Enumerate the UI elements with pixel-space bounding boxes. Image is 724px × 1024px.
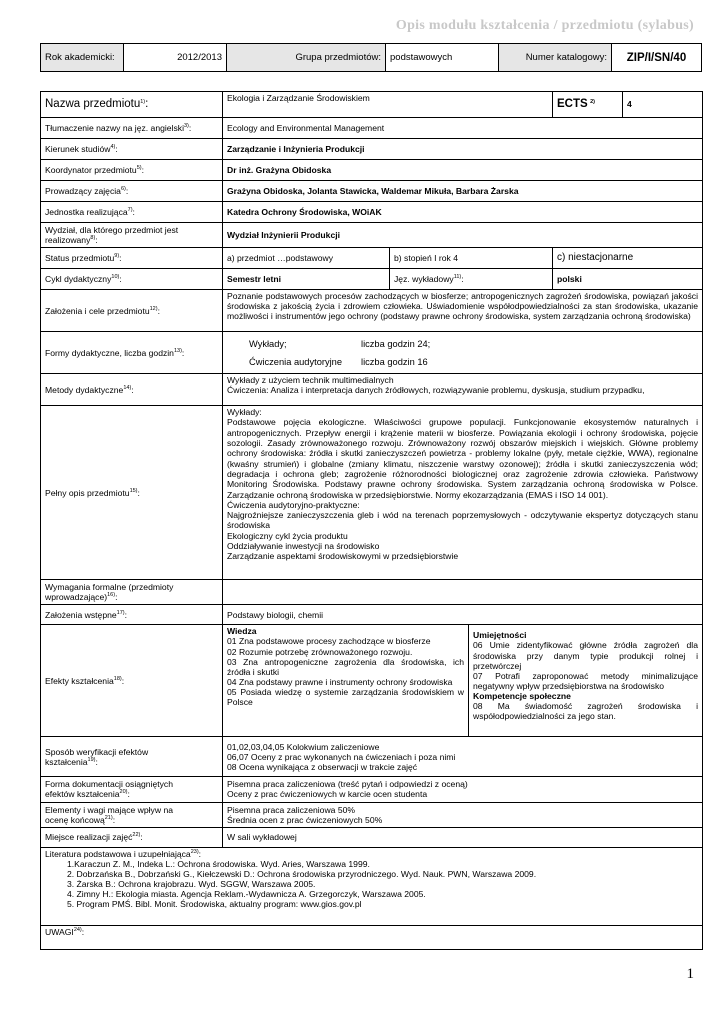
wydzial-value: Wydział Inżynierii Produkcji <box>223 223 703 248</box>
elementy-value: Pisemna praca zaliczeniowa 50% Średnia ocen z prac ćwiczeniowych 50% <box>223 802 703 827</box>
koordynator-value: Dr inż. Grażyna Obidoska <box>223 160 703 181</box>
weryfikacja-value: 01,02,03,04,05 Kolokwium zaliczeniowe 06,07 Oceny z prac wykonanych na ćwiczeniach i poza nimi 08 Ocena wynikająca z obserwacji w trakcie zajęć <box>223 737 703 777</box>
jezyk-label: Jęz. wykładowy$^{11)}$: <box>390 269 553 290</box>
zalozenia-value: Poznanie podstawowych procesów zachodzących w biosferze; antropogenicznych zagrożeń środowiska, powiązań jakości środowiska z jakością życia i zdrowiem człowieka. Uświadomienie współodpowiedzialności za stan środowiska, ukazanie możliwości i instrumentów jego ochrony (podstawy prawne ochrony środowiska, system zarządzania ochroną środowiska) <box>223 290 703 332</box>
wstepne-label: Założenia wstępne$^{17)}$: <box>41 605 223 625</box>
tlumaczenie-label: Tłumaczenie nazwy na jęz. angielski$^{3)}$: <box>41 118 223 139</box>
dokumentacja-value: Pisemna praca zaliczeniowa (treść pytań i odpowiedzi z oceną) Oceny z prac ćwiczeniowych w karcie ocen studenta <box>223 777 703 802</box>
jednostka-value: Katedra Ochrony Środowiska, WOiAK <box>223 202 703 223</box>
rok-value: 2012/2013 <box>124 44 227 72</box>
ects-value: 4 <box>623 92 703 118</box>
opis-value: Wykłady: Podstawowe pojęcia ekologiczne. Właściwości grupowe populacji. Funkcjonowanie ekosystemów naturalnych i antropogenicznych. Przepływ energii i krążenie materii w biosferze. Powiązania ekologii i ochrony środowiska, pojęcie sozologii. Zasady zrównoważonego rozwoju. Zrównoważony rozwój obszarów miejskich i wiejskich. Główne problemy ochrony środowiska: źródła i skutki zanieczyszczeń powietrza - problemy lokalne (pyły, metale ciężkie, WWA), regionalne (kwaśny strumień) i globalne (zmiany klimatu, niszczenie warstwy ozonowej); źródła i skutki zanieczyszczenia wód; degradacja i ochrona gleb; zagrożenie różnorodności biologicznej oraz zagrożenie zdrowia człowieka. Państwowy Monitoring Środowiska. Podstawy prawne ochrony środowiska. System zarządzania ochroną środowiska w Polsce. Zarządzanie ochroną środowiska w przedsiębiorstwie. Normy ekozarządzania (EMAS i ISO 14 001). Ćwiczenia audytoryjno-praktyczne: Najgroźniejsze zanieczyszczenia gleb i wód na terenach poprzemysłowych - odczytywanie ekspertyz dotyczących stanu środowiska Ekologiczny cykl życia produktu Oddziaływanie inwestycji na środowisko Zarządzanie aspektami środowiskowymi w przedsiębiorstwie <box>223 406 703 580</box>
jezyk-value: polski <box>553 269 703 290</box>
status-c: c) niestacjonarne <box>553 248 703 269</box>
efekty-wiedza: Wiedza 01 Zna podstawowe procesy zachodzące w biosferze 02 Rozumie potrzebę zrównoważonego rozwoju. 03 Zna antropogeniczne zagrożenia dla środowiska, ich źródła i skutki 04 Zna podstawy prawne i instrumenty ochrony środowiska 05 Posiada wiedzę o systemie zarządzania środowiskiem w Polsce <box>223 625 469 737</box>
formy-value: Wykłady; liczba godzin 24; Ćwiczenia audytoryjne liczba godzin 16 <box>223 332 703 374</box>
rok-label: Rok akademicki: <box>41 44 124 72</box>
nazwa-label: Nazwa przedmiotu$^{1)}$: <box>41 92 223 118</box>
grupa-label: Grupa przedmiotów: <box>227 44 386 72</box>
syllabus-table <box>40 91 703 950</box>
efekty-label: Efekty kształcenia$^{18)}$: <box>41 625 223 737</box>
jednostka-label: Jednostka realizująca$^{7)}$: <box>41 202 223 223</box>
literatura <box>41 847 703 925</box>
koordynator-label: Koordynator przedmiotu$^{5)}$: <box>41 160 223 181</box>
literatura-item: 3. Żarska B.: Ochrona krajobrazu. Wyd. SGGW, Warszawa 2005. <box>67 879 316 890</box>
cykl-label: Cykl dydaktyczny$^{10)}$: <box>41 269 223 290</box>
miejsce-value: W sali wykładowej <box>223 827 703 847</box>
ects-label: ECTS $^{2)}$ <box>553 92 623 118</box>
document-title: Opis modułu kształcenia / przedmiotu (sylabus) <box>395 18 694 33</box>
opis-label: Pełny opis przedmiotu$^{15)}$: <box>41 406 223 580</box>
numer-label: Numer katalogowy: <box>499 44 612 72</box>
wymagania-label: Wymagania formalne (przedmioty wprowadzające)$^{16)}$: <box>41 580 223 605</box>
kierunek-value: Zarządzanie i Inżynieria Produkcji <box>223 139 703 160</box>
prowadzacy-label: Prowadzący zajęcia$^{6)}$: <box>41 181 223 202</box>
metody-label: Metody dydaktyczne$^{14)}$: <box>41 374 223 406</box>
formy-label: Formy dydaktyczne, liczba godzin$^{13)}$: <box>41 332 223 374</box>
status-b: b) stopień I rok 4 <box>390 248 553 269</box>
prowadzacy-value: Grażyna Obidoska, Jolanta Stawicka, Waldemar Mikuła, Barbara Żarska <box>223 181 703 202</box>
zalozenia-label: Założenia i cele przedmiotu$^{12)}$: <box>41 290 223 332</box>
uwagi: UWAGI$^{24)}$: <box>41 925 703 949</box>
literatura-item: 5. Program PMŚ. Bibl. Monit. Środowiska, aktualny program: www.gios.gov.pl <box>67 899 362 910</box>
tlumaczenie-value: Ecology and Environmental Management <box>223 118 703 139</box>
efekty-umiejetnosci: Umiejętności 06 Umie zidentyfikować główne źródła zagrożeń dla środowiska przy danym typie produkcji rolnej i przetwórczej 07 Potrafi zaproponować metody minimalizujące negatywny wpływ przedsiębiorstwa na środowisko Kompetencje społeczne 08 Ma świadomość zagrożeń środowiska i współodpowiedzialności za jego stan. <box>469 625 703 737</box>
wstepne-value: Podstawy biologii, chemii <box>223 605 703 625</box>
metody-value: Wykłady z użyciem technik multimedialnych Ćwiczenia: Analiza i interpretacja danych źródłowych, rozwiązywanie problemu, dyskusja, studium przypadku, <box>223 374 703 406</box>
cykl-value: Semestr letni <box>223 269 390 290</box>
weryfikacja-label: Sposób weryfikacji efektów kształcenia$^{19)}$: <box>41 737 223 777</box>
numer-value: ZIP/I/SN/40 <box>612 44 702 72</box>
literatura-label: Literatura podstawowa i uzupełniająca$^{23)}$: <box>45 848 202 859</box>
literatura-item: 4. Zimny H.: Ekologia miasta. Agencja Reklam.-Wydawnicza A. Grzegorczyk, Warszawa 2005. <box>67 889 426 900</box>
nazwa-value: Ekologia i Zarządzanie Środowiskiem <box>223 92 553 118</box>
status-a: a) przedmiot …podstawowy <box>223 248 390 269</box>
dokumentacja-label: Forma dokumentacji osiągniętych efektów kształcenia$^{20)}$: <box>41 777 223 802</box>
wymagania-value <box>223 580 703 605</box>
header-table <box>40 43 702 72</box>
miejsce-label: Miejsce realizacji zajęć$^{22)}$: <box>41 827 223 847</box>
grupa-value: podstawowych <box>386 44 499 72</box>
elementy-label: Elementy i wagi mające wpływ na ocenę końcową$^{21)}$: <box>41 802 223 827</box>
status-label: Status przedmiotu$^{9)}$: <box>41 248 223 269</box>
literatura-item: 2. Dobrzańska B., Dobrzański G., Kiełczewski D.: Ochrona środowiska przyrodniczego. Wyd. Nauk. PWN, Warszawa 2009. <box>67 868 537 879</box>
wydzial-label: Wydział, dla którego przedmiot jest realizowany$^{8)}$: <box>41 223 223 248</box>
literatura-item: 1.Karaczun Z. M., Indeka L.: Ochrona środowiska. Wyd. Aries, Warszawa 1999. <box>67 858 370 869</box>
page-number: 1 <box>686 966 694 982</box>
kierunek-label: Kierunek studiów$^{4)}$: <box>41 139 223 160</box>
